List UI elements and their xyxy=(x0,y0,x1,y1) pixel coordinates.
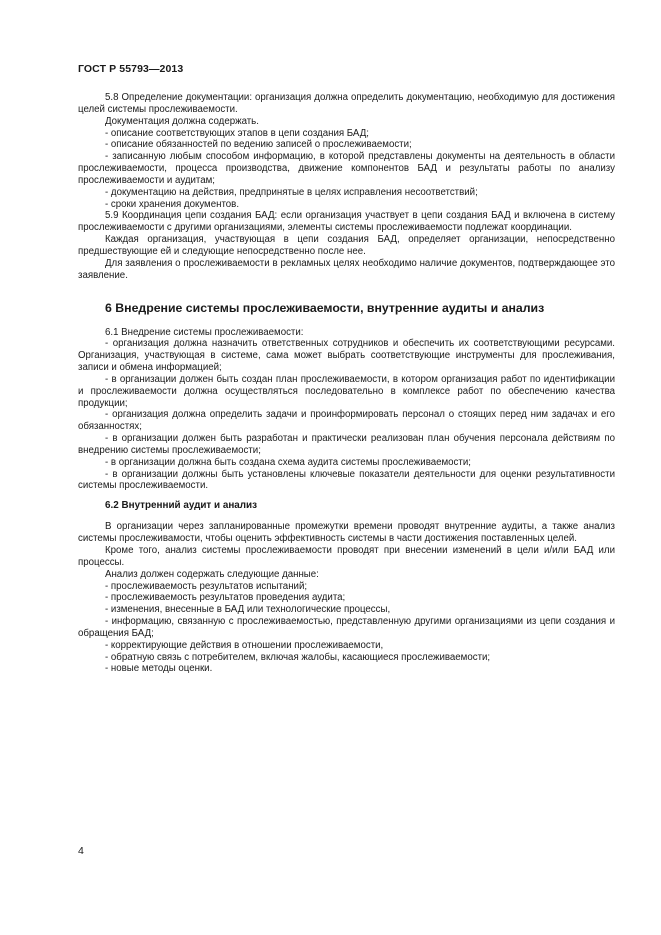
paragraph: 6.1 Внедрение системы прослеживаемости: xyxy=(105,326,304,338)
list-item: - описание обязанностей по ведению записей о прослеживаемости; xyxy=(105,139,412,151)
list-item: - корректирующие действия в отношении прослеживаемости, xyxy=(105,639,384,651)
list-item: - новые методы оценки. xyxy=(105,663,213,675)
list-item: - описание соответствующих этапов в цепи создания БАД; xyxy=(105,127,369,139)
list-item: - организация должна назначить ответственных сотрудников и обеспечить их соответствующими ресурсами. Организация, участвующая в системе, сама может выбрать соответствующие инструменты для прослеживания, записи и обмена информацией; xyxy=(78,338,615,374)
paragraph: Документация должна содержать. xyxy=(105,115,259,127)
paragraph: Для заявления о прослеживаемости в рекламных целях необходимо наличие документов, подтверждающее это заявление. xyxy=(78,257,615,281)
paragraph: 5.9 Координация цепи создания БАД: если организация участвует в цепи создания БАД и включена в систему прослеживаемости с другими организациями, элементы системы прослеживаемости подлежат координации. xyxy=(78,210,615,234)
section-heading: 6 Внедрение системы прослеживаемости, внутренние аудиты и анализ xyxy=(105,300,545,315)
list-item: - в организации должен быть разработан и практически реализован план обучения персонала действиям по внедрению системы прослеживаемости; xyxy=(78,433,615,456)
paragraph: 5.8 Определение документации: организация должна определить документацию, необходимую для достижения целей системы прослеживаемости. xyxy=(78,92,615,115)
list-item: - прослеживаемость результатов испытаний; xyxy=(105,580,308,592)
list-item: - записанную любым способом информацию, в которой представлены документы на деятельность в области прослеживаемости, процесса производства, движение компонентов БАД и результаты работы по анализу прослеживаемости и аудитам; xyxy=(78,151,615,186)
list-item: - сроки хранения документов. xyxy=(105,198,240,210)
list-item: - информацию, связанную с прослеживаемостью, представленную другими организациями из цепи создания и обращения БАД; xyxy=(78,616,615,639)
page-number: 4 xyxy=(78,845,84,857)
list-item: - документацию на действия, предпринятые в целях исправления несоответствий; xyxy=(105,186,478,198)
subsection-heading: 6.2 Внутренний аудит и анализ xyxy=(105,500,258,512)
list-item: - организация должна определить задачи и проинформировать персонал о стоящих перед ним задачах и его обязанностях; xyxy=(78,409,615,433)
document-body xyxy=(78,92,615,675)
paragraph: Кроме того, анализ системы прослеживаемости проводят при внесении изменений в цели и/или БАД или процессы. xyxy=(78,545,615,568)
paragraph: В организации через запланированные промежутки времени проводят внутренние аудиты, а также анализ системы прослеживамости, чтобы оценить эффективность системы в части достижения поставленных целей. xyxy=(78,521,615,545)
list-item: - в организации должны быть установлены ключевые показатели деятельности для оценки результативности системы прослеживаемости. xyxy=(78,468,615,492)
list-item: - обратную связь с потребителем, включая жалобы, касающиеся прослеживаемости; xyxy=(105,651,491,663)
paragraph: Каждая организация, участвующая в цепи создания БАД, определяет организации, непосредственно предшествующие ей и следующие непосредственно после нее. xyxy=(78,234,615,257)
paragraph: Анализ должен содержать следующие данные: xyxy=(105,568,319,580)
list-item: - в организации должна быть создана схема аудита системы прослеживаемости; xyxy=(105,456,471,468)
list-item: - в организации должен быть создан план прослеживаемости, в котором организация работ по идентификации и прослеживаемости должна осуществляться последовательно в комплексе работ по обеспечению качества продукции; xyxy=(78,373,615,409)
list-item: - прослеживаемость результатов проведения аудита; xyxy=(105,592,346,604)
standard-header: ГОСТ Р 55793—2013 xyxy=(78,63,184,75)
list-item: - изменения, внесенные в БАД или технологические процессы, xyxy=(105,604,391,616)
